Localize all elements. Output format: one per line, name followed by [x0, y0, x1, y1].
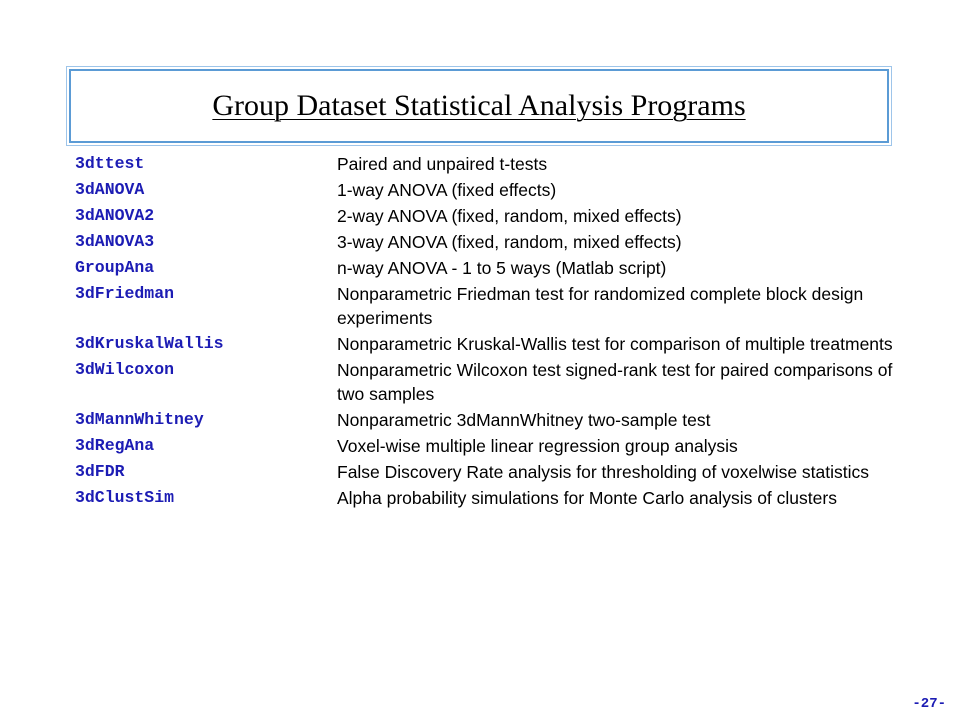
program-row [75, 484, 935, 510]
program-description: Alpha probability simulations for Monte Carlo analysis of clusters [337, 488, 837, 508]
program-name: 3dClustSim [75, 488, 175, 507]
title-box [69, 69, 889, 143]
program-name: 3dttest [75, 154, 145, 173]
slide-title: Group Dataset Statistical Analysis Programs [212, 89, 746, 122]
program-description: n-way ANOVA - 1 to 5 ways (Matlab script) [337, 258, 667, 278]
program-row [75, 228, 935, 254]
program-row [75, 458, 935, 484]
program-name: 3dKruskalWallis [75, 334, 224, 353]
program-name: GroupAna [75, 258, 155, 277]
program-name: 3dANOVA3 [75, 232, 155, 251]
program-description: Nonparametric Friedman test for randomized complete block design experiments [337, 284, 864, 328]
program-name: 3dFDR [75, 462, 125, 481]
program-name: 3dRegAna [75, 436, 155, 455]
program-row [75, 150, 935, 176]
program-description: Voxel-wise multiple linear regression group analysis [337, 436, 738, 456]
program-name: 3dANOVA [75, 180, 145, 199]
page-number: -27- [912, 696, 946, 712]
program-row [75, 330, 935, 356]
program-list [75, 150, 935, 510]
program-description: 3-way ANOVA (fixed, random, mixed effects) [337, 232, 682, 252]
program-name: 3dMannWhitney [75, 410, 204, 429]
program-description: 1-way ANOVA (fixed effects) [337, 180, 557, 200]
program-description: 2-way ANOVA (fixed, random, mixed effects) [337, 206, 682, 226]
program-row [75, 432, 935, 458]
program-description: Nonparametric 3dMannWhitney two-sample test [337, 410, 711, 430]
program-description: Nonparametric Kruskal-Wallis test for comparison of multiple treatments [337, 334, 893, 354]
program-name: 3dFriedman [75, 284, 175, 303]
program-description: False Discovery Rate analysis for thresholding of voxelwise statistics [337, 462, 870, 482]
program-row [75, 356, 935, 406]
program-row [75, 176, 935, 202]
program-row [75, 202, 935, 228]
program-description: Paired and unpaired t-tests [337, 154, 548, 174]
program-row [75, 254, 935, 280]
program-description: Nonparametric Wilcoxon test signed-rank test for paired comparisons of two samples [337, 360, 893, 404]
program-name: 3dANOVA2 [75, 206, 155, 225]
program-row [75, 406, 935, 432]
program-name: 3dWilcoxon [75, 360, 175, 379]
program-row [75, 280, 935, 330]
